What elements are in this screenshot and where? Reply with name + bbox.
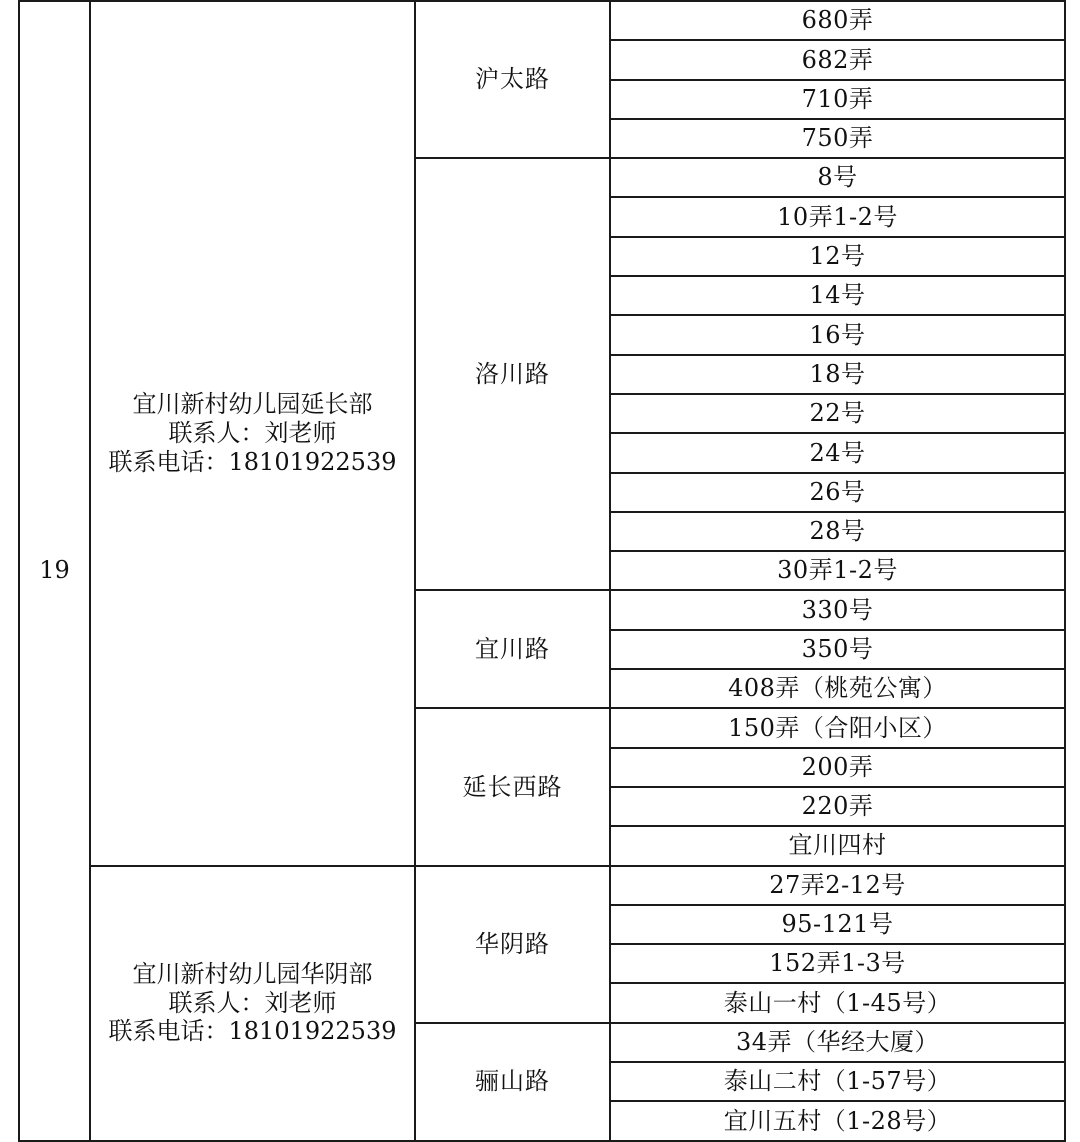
address-cell: 10弄1-2号 xyxy=(610,197,1065,236)
address-cell: 8号 xyxy=(610,158,1065,197)
address-cell: 18号 xyxy=(610,355,1065,394)
school-phone: 联系电话：18101922539 xyxy=(108,1017,397,1046)
school-contact: 联系人：刘老师 xyxy=(168,418,337,447)
table-body xyxy=(19,1,1065,1141)
school-phone: 联系电话：18101922539 xyxy=(108,447,397,476)
school-district-table xyxy=(18,0,1066,1142)
address-cell: 30弄1-2号 xyxy=(610,551,1065,590)
address-cell: 34弄（华经大厦） xyxy=(610,1023,1065,1062)
address-cell: 150弄（合阳小区） xyxy=(610,708,1065,747)
table-row xyxy=(19,866,1065,905)
road-name: 华阴路 xyxy=(415,866,610,1023)
address-cell: 28号 xyxy=(610,512,1065,551)
address-cell: 95-121号 xyxy=(610,905,1065,944)
address-cell: 682弄 xyxy=(610,40,1065,79)
address-cell: 27弄2-12号 xyxy=(610,866,1065,905)
address-cell: 680弄 xyxy=(610,1,1065,40)
address-cell: 宜川五村（1-28号） xyxy=(610,1101,1065,1140)
address-cell: 220弄 xyxy=(610,787,1065,826)
address-cell: 330号 xyxy=(610,590,1065,629)
address-cell: 200弄 xyxy=(610,748,1065,787)
road-name: 宜川路 xyxy=(415,590,610,708)
address-cell: 16号 xyxy=(610,315,1065,354)
address-cell: 14号 xyxy=(610,276,1065,315)
address-cell: 22号 xyxy=(610,394,1065,433)
school-info-cell xyxy=(90,866,415,1141)
address-cell: 12号 xyxy=(610,237,1065,276)
address-cell: 24号 xyxy=(610,433,1065,472)
address-cell: 宜川四村 xyxy=(610,826,1065,865)
address-cell: 泰山一村（1-45号） xyxy=(610,983,1065,1022)
address-cell: 152弄1-3号 xyxy=(610,944,1065,983)
school-name: 宜川新村幼儿园延长部 xyxy=(132,390,373,419)
address-cell: 泰山二村（1-57号） xyxy=(610,1062,1065,1101)
road-name: 骊山路 xyxy=(415,1023,610,1141)
address-cell: 350号 xyxy=(610,630,1065,669)
school-contact: 联系人：刘老师 xyxy=(168,988,337,1017)
address-cell: 26号 xyxy=(610,473,1065,512)
address-cell: 750弄 xyxy=(610,119,1065,158)
address-cell: 710弄 xyxy=(610,80,1065,119)
road-name: 沪太路 xyxy=(415,1,610,158)
table-row xyxy=(19,1,1065,40)
school-info-cell xyxy=(90,1,415,866)
address-cell: 408弄（桃苑公寓） xyxy=(610,669,1065,708)
road-name: 洛川路 xyxy=(415,158,610,590)
school-name: 宜川新村幼儿园华阴部 xyxy=(132,959,373,988)
row-number: 19 xyxy=(19,1,90,1141)
road-name: 延长西路 xyxy=(415,708,610,865)
